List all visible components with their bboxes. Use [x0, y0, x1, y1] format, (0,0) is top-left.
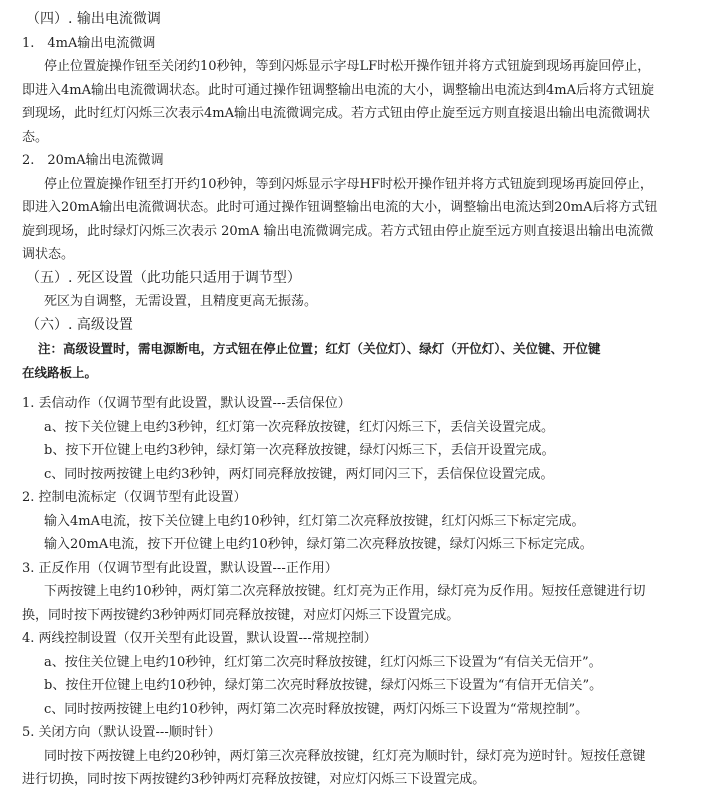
item-title: 3. 正反作用（仅调节型有此设置，默认设置---正作用） — [22, 560, 338, 576]
item-line: 换，同时按下两按键约3秒钟两灯同亮释放按键，对应灯闪烁三下设置完成。 — [22, 607, 460, 623]
item-line: c、同时按两按键上电约10秒钟，两灯第二次亮时释放按键，两灯闪烁三下设置为“常规控制”。 — [44, 701, 589, 717]
paragraph-line: 态。 — [22, 129, 49, 145]
item-title: 5. 关闭方向（默认设置---顺时针） — [22, 725, 221, 740]
section5-heading: （五）. 死区设置（此功能只适用于调节型） — [26, 269, 301, 286]
note-line: 注：高级设置时，需电源断电，方式钮在停止位置；红灯（关位灯）、绿灯（开位灯）、关位键、开位键 — [38, 341, 601, 356]
item-line: 进行切换，同时按下两按键约3秒钟两灯亮释放按键，对应灯闪烁三下设置完成。 — [22, 772, 486, 787]
item-title: 1. 丢信动作（仅调节型有此设置，默认设置---丢信保位） — [22, 396, 351, 411]
item-line: 下两按键上电约10秒钟，两灯第二次亮释放按键。红灯亮为正作用，绿灯亮为反作用。短按任意键进行切 — [44, 584, 646, 599]
item-title: 4. 两线控制设置（仅开关型有此设置，默认设置---常规控制） — [22, 631, 377, 646]
paragraph-line: 停止位置旋操作钮至打开约10秒钟，等到闪烁显示字母HF时松开操作钮并将方式钮旋到现场再旋回停止， — [44, 176, 653, 192]
paragraph-line: 即进入4mA输出电流微调状态。此时可通过操作钮调整输出电流的大小，调整输出电流达到4mA后将方式钮旋 — [22, 82, 654, 98]
item-line: 输入20mA电流，按下开位键上电约10秒钟，绿灯第二次亮释放按键，绿灯闪烁三下标定完成。 — [44, 537, 593, 552]
item-line: 同时按下两按键上电约20秒钟，两灯第三次亮释放按键，红灯亮为顺时针，绿灯亮为逆时针。短按任意键 — [44, 748, 646, 764]
paragraph-line: 停止位置旋操作钮至关闭约10秒钟，等到闪烁显示字母LF时松开操作钮并将方式钮旋到现场再旋回停止， — [44, 59, 651, 74]
item-line: b、按下开位键上电约3秒钟，绿灯第一次亮释放按键，绿灯闪烁三下，丢信开设置完成。 — [44, 443, 555, 458]
paragraph-line: 即进入20mA输出电流微调状态。此时可通过操作钮调整输出电流的大小，调整输出电流达到20mA后将方式钮 — [22, 200, 658, 215]
section4-heading: （四）. 输出电流微调 — [26, 11, 161, 27]
section4-sub1-title: 1. 4mA输出电流微调 — [22, 35, 156, 51]
spacer — [22, 384, 692, 392]
item-line: a、按住关位键上电约10秒钟，红灯第二次亮时释放按键，红灯闪烁三下设置为“有信关无信开”。 — [44, 654, 602, 670]
section4-sub2-title: 2. 20mA输出电流微调 — [22, 153, 164, 168]
note-line: 在线路板上。 — [22, 364, 98, 380]
item-line: 输入4mA电流，按下关位键上电约10秒钟，红灯第二次亮释放按键，红灯闪烁三下标定完成。 — [44, 513, 585, 529]
item-line: a、按下关位键上电约3秒钟，红灯第一次亮释放按键，红灯闪烁三下，丢信关设置完成。 — [44, 419, 555, 435]
item-line: b、按住开位键上电约10秒钟，绿灯第二次亮时释放按键，绿灯闪烁三下设置为“有信开无信关”。 — [44, 678, 603, 693]
section6-heading: （六）. 高级设置 — [26, 316, 133, 333]
paragraph-line: 死区为自调整，无需设置，且精度更高无振荡。 — [44, 294, 318, 309]
paragraph-line: 旋到现场，此时绿灯闪烁三次表示 20mA 输出电流微调完成。若方式钮由停止旋至远方则直接退出输出电流微 — [22, 223, 654, 239]
paragraph-line: 调状态。 — [22, 247, 75, 262]
item-title: 2. 控制电流标定（仅调节型有此设置） — [22, 490, 247, 505]
paragraph-line: 到现场，此时红灯闪烁三次表示4mA输出电流微调完成。若方式钮由停止旋至远方则直接退出输出电流微调状 — [22, 106, 650, 121]
item-line: c、同时按两按键上电约3秒钟，两灯同亮释放按键，两灯同闪三下，丢信保位设置完成。 — [44, 466, 554, 482]
